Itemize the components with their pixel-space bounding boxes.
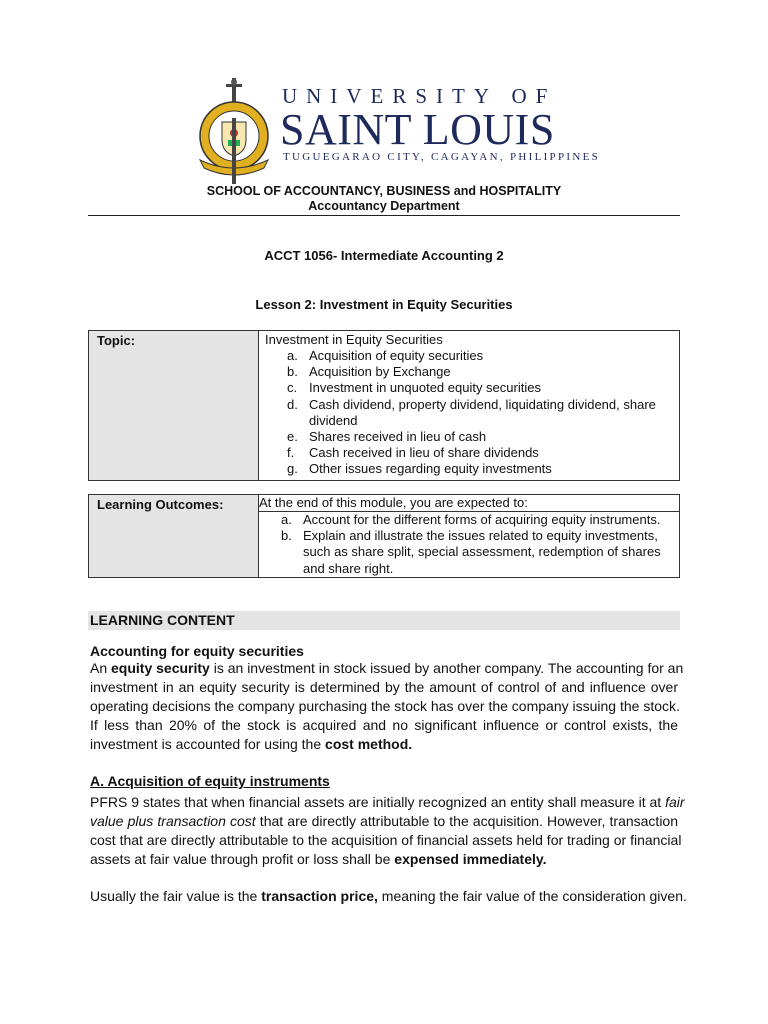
topic-table xyxy=(88,330,680,481)
list-item: b. Explain and illustrate the issues related to equity investments, such as share split, special assessment, redemption of shares and share right. xyxy=(281,528,661,576)
list-item: e. Shares received in lieu of cash xyxy=(287,429,487,445)
pfrs9-paragraph: PFRS 9 states that when financial assets are initially recognized an entity shall measure it at fair value plus transaction cost that are directly attributable to the acquisition. However, transaction cost that are directly attributable to the acquisition of financial assets held for trading or financial assets at fair value through profit or loss shall be expensed immediately. xyxy=(90,794,685,867)
list-item: c. Investment in unquoted equity securities xyxy=(287,380,541,396)
accounting-heading: Accounting for equity securities xyxy=(90,643,304,659)
topic-heading: Investment in Equity Securities xyxy=(265,332,443,347)
topic-content xyxy=(259,331,680,481)
learning-outcomes-table xyxy=(88,494,680,578)
list-item: b. Acquisition by Exchange xyxy=(287,364,451,380)
learning-outcomes-intro: At the end of this module, you are expected to: xyxy=(259,495,680,512)
university-seal-icon xyxy=(192,78,276,184)
topic-label: Topic: xyxy=(89,331,259,481)
school-name: SCHOOL OF ACCOUNTANCY, BUSINESS and HOSPITALITY xyxy=(206,184,562,198)
lesson-title: Lesson 2: Investment in Equity Securities xyxy=(255,297,513,312)
department-name: Accountancy Department xyxy=(308,199,460,213)
university-location: TUGUEGARAO CITY, CAGAYAN, PHILIPPINES xyxy=(283,151,601,163)
learning-outcomes-label: Learning Outcomes: xyxy=(89,495,259,578)
university-name: SAINT LOUIS xyxy=(280,105,555,154)
list-item: g. Other issues regarding equity investments xyxy=(287,461,552,477)
topic-list xyxy=(265,348,679,478)
fair-value-paragraph: Usually the fair value is the transaction price, meaning the fair value of the consideration given. xyxy=(90,888,687,904)
list-item: a. Account for the different forms of acquiring equity instruments. xyxy=(281,512,661,527)
learning-content-heading: LEARNING CONTENT xyxy=(88,611,680,630)
learning-outcomes-content xyxy=(259,512,680,578)
university-logo xyxy=(192,74,601,184)
acquisition-heading: A. Acquisition of equity instruments xyxy=(90,773,330,789)
course-title: ACCT 1056- Intermediate Accounting 2 xyxy=(264,248,504,263)
university-line: UNIVERSITY OF xyxy=(282,84,557,108)
learning-outcomes-list xyxy=(259,512,679,577)
header-divider xyxy=(88,215,680,216)
list-item: d. Cash dividend, property dividend, liquidating dividend, share dividend xyxy=(287,396,656,428)
list-item: f. Cash received in lieu of share dividends xyxy=(287,445,539,461)
list-item: a. Acquisition of equity securities xyxy=(287,348,484,363)
equity-security-paragraph: An equity security is an investment in stock issued by another company. The accounting for an investment in an equity security is determined by the amount of control of and influence over operating decisions the company purchasing the stock has over the company issuing the stock. If less than 20% of the stock is acquired and no significant influence or control exists, the investment is accounted for using the cost method. xyxy=(90,660,684,752)
